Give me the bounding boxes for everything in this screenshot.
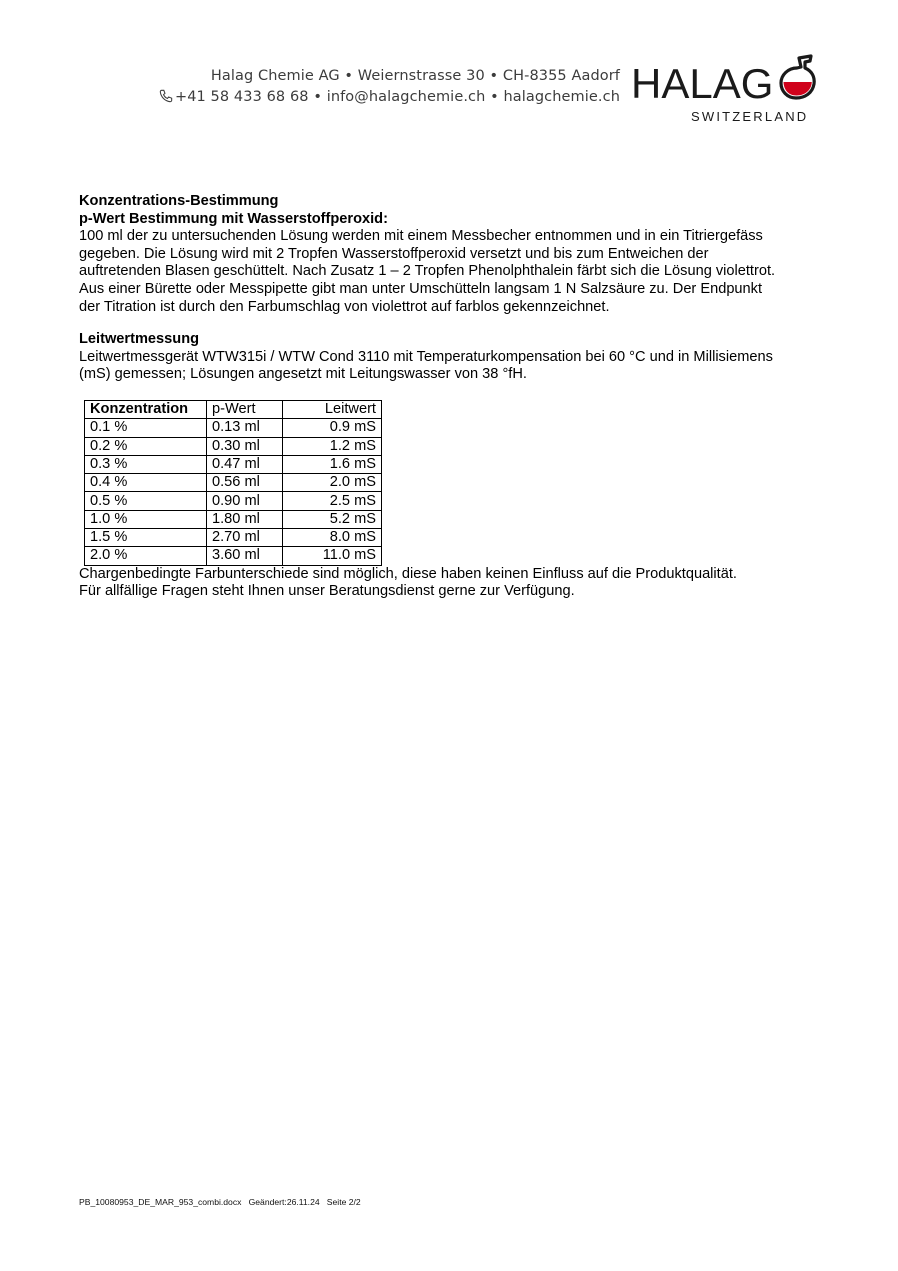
paragraph-line: auftretenden Blasen geschüttelt. Nach Zusatz 1 – 2 Tropfen Phenolphthalein färbt sich die Lösung violettrot. [79, 263, 776, 280]
company-address: Halag Chemie AG • Weiernstrasse 30 • CH-8355 Aadorf [210, 68, 620, 84]
table-cell: 0.4 % [85, 474, 207, 492]
table-cell: 0.47 ml [207, 455, 283, 473]
table-cell: 0.2 % [85, 437, 207, 455]
paragraph-line: gegeben. Die Lösung wird mit 2 Tropfen Wasserstoffperoxid versetzt und bis zum Entweichen der [79, 245, 709, 262]
table-cell: 0.56 ml [207, 474, 283, 492]
table-cell: 2.5 mS [283, 492, 382, 510]
paragraph-line: Aus einer Bürette oder Messpipette gibt man unter Umschütteln langsam 1 N Salzsäure zu. Der Endpunkt [79, 280, 763, 297]
paragraph-line: (mS) gemessen; Lösungen angesetzt mit Leitungswasser von 38 °fH. [79, 366, 527, 383]
logo-wordmark: HALAG [631, 60, 774, 107]
column-header: Leitwert [283, 400, 382, 418]
table-cell: 2.70 ml [207, 529, 283, 547]
logo-subtitle: SWITZERLAND [691, 109, 809, 124]
table-cell: 8.0 mS [283, 529, 382, 547]
table-row [85, 510, 382, 528]
table-cell: 1.80 ml [207, 510, 283, 528]
flask-logo-icon [777, 54, 817, 104]
advisory-service-note: Für allfällige Fragen steht Ihnen unser Beratungsdienst gerne zur Verfügung. [79, 583, 575, 600]
company-contact-block [159, 66, 620, 108]
section-title-conductivity: Leitwertmessung [79, 331, 200, 348]
document-footer: PB_10080953_DE_MAR_953_combi.docx Geändert:26.11.24 Seite 2/2 [79, 1197, 361, 1207]
table-row [85, 474, 382, 492]
table-row [85, 547, 382, 565]
table-cell: 0.5 % [85, 492, 207, 510]
halag-logo [631, 54, 821, 124]
table-row [85, 492, 382, 510]
table-cell: 11.0 mS [283, 547, 382, 565]
paragraph-line: 100 ml der zu untersuchenden Lösung werden mit einem Messbecher entnommen und in ein Titriergefäss [79, 228, 763, 245]
table-row [85, 419, 382, 437]
table-cell: 3.60 ml [207, 547, 283, 565]
section-subtitle-pvalue: p-Wert Bestimmung mit Wasserstoffperoxid: [79, 210, 388, 227]
table-cell: 1.6 mS [283, 455, 382, 473]
table-header-row [85, 400, 382, 418]
section-title-concentration: Konzentrations-Bestimmung [79, 193, 279, 209]
contact-text: +41 58 433 68 68 • info@halagchemie.ch • halagchemie.ch [174, 89, 620, 105]
table-cell: 2.0 % [85, 547, 207, 565]
paragraph-line: der Titration ist durch den Farbumschlag von violettrot auf farblos gekennzeichnet. [79, 298, 610, 315]
table-cell: 1.2 mS [283, 437, 382, 455]
table-cell: 2.0 mS [283, 474, 382, 492]
table-row [85, 529, 382, 547]
table-cell: 1.0 % [85, 510, 207, 528]
phone-icon [159, 89, 173, 103]
table-cell: 1.5 % [85, 529, 207, 547]
concentration-table [84, 400, 382, 566]
table-row [85, 455, 382, 473]
table-cell: 0.1 % [85, 419, 207, 437]
table-cell: 0.9 mS [283, 419, 382, 437]
table-cell: 5.2 mS [283, 510, 382, 528]
company-contact-line [159, 87, 620, 108]
column-header: p-Wert [207, 400, 283, 418]
table-row [85, 437, 382, 455]
section-conductivity [79, 331, 829, 384]
table-cell: 0.3 % [85, 455, 207, 473]
column-header: Konzentration [85, 400, 207, 418]
color-variation-note: Chargenbedingte Farbunterschiede sind möglich, diese haben keinen Einfluss auf die Produktqualität. [79, 565, 737, 582]
document-body [79, 193, 829, 601]
table-cell: 0.30 ml [207, 437, 283, 455]
table-cell: 0.13 ml [207, 419, 283, 437]
paragraph-line: Leitwertmessgerät WTW315i / WTW Cond 3110 mit Temperaturkompensation bei 60 °C und in Millisiemens [79, 348, 773, 365]
table-cell: 0.90 ml [207, 492, 283, 510]
